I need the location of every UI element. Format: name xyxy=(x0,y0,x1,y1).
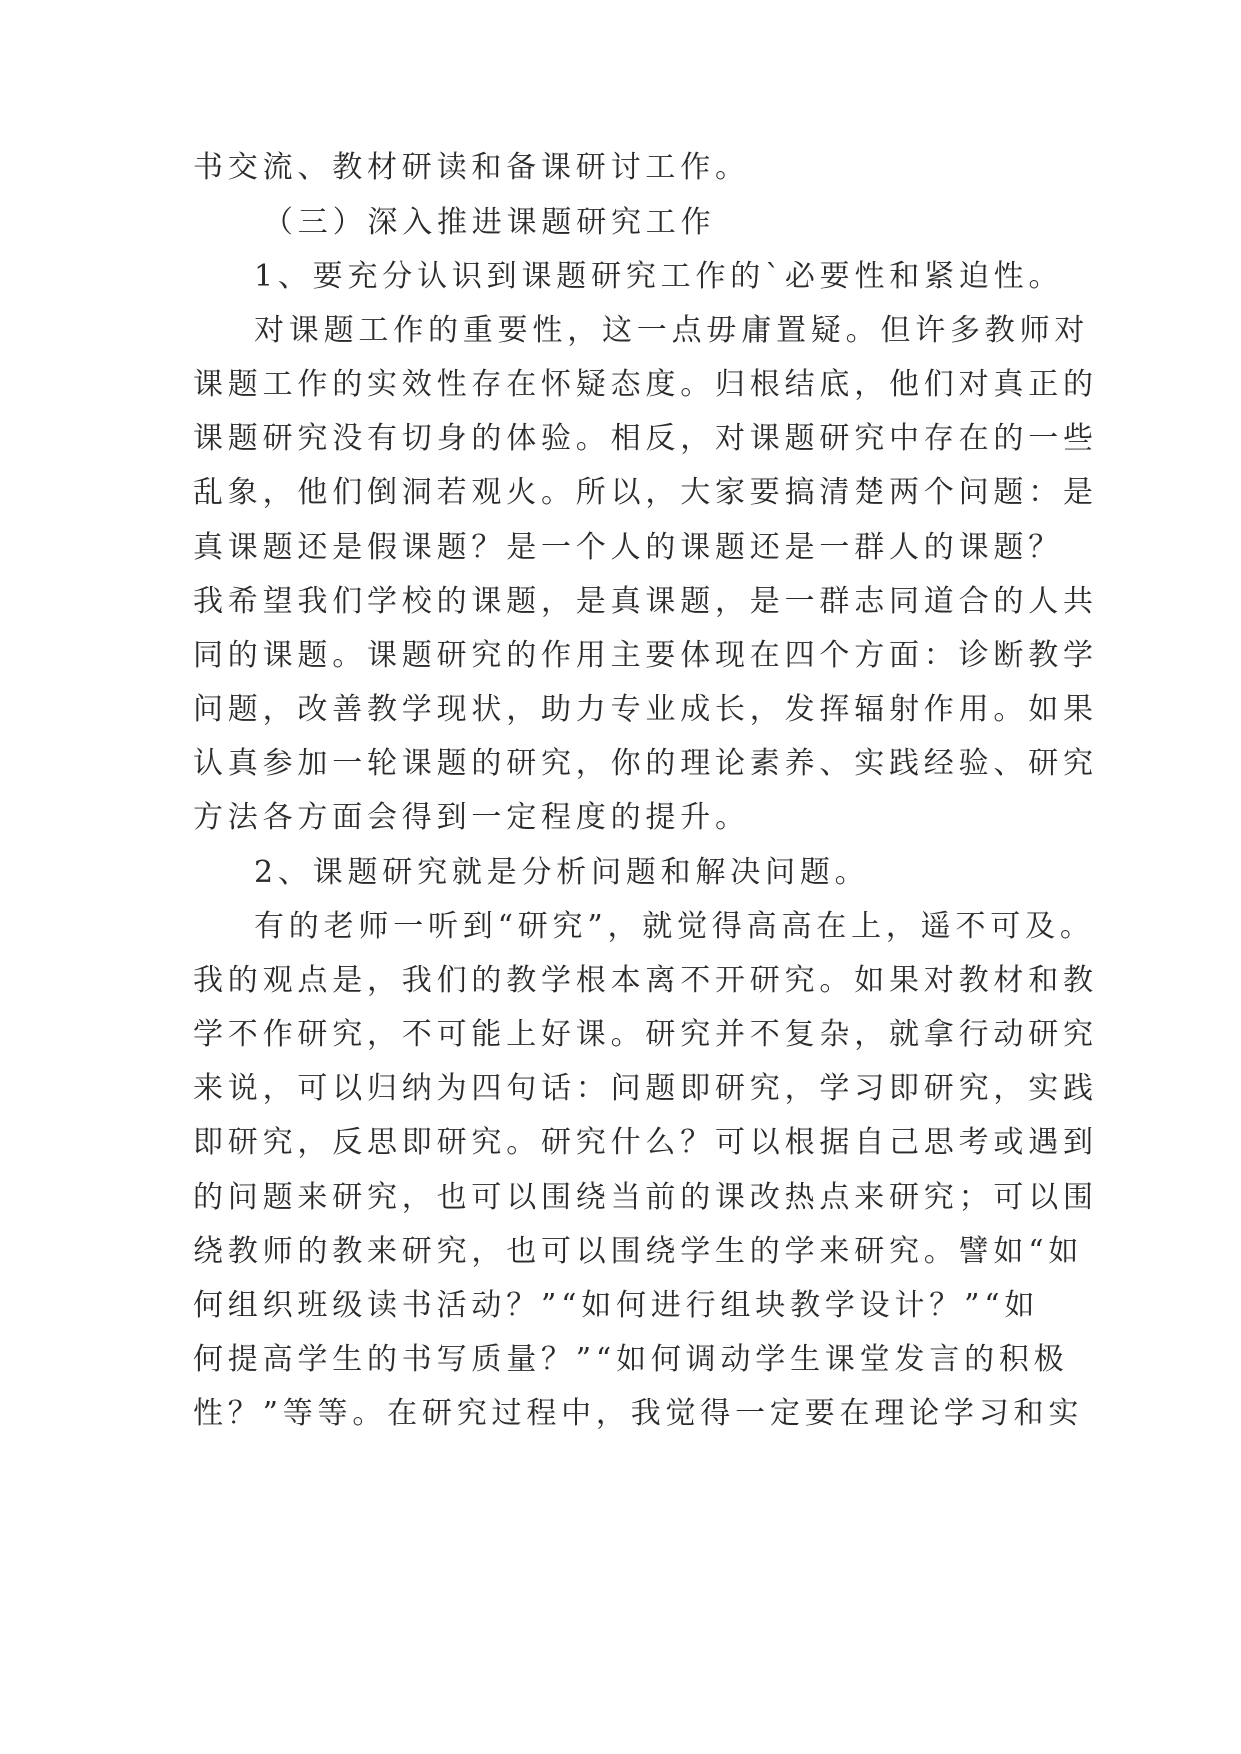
paragraph-line: 即研究，反思即研究。研究什么？可以根据自己思考或遇到 xyxy=(193,1125,1098,1160)
paragraph-line: 乱象，他们倒洞若观火。所以，大家要搞清楚两个问题：是 xyxy=(193,475,1098,510)
paragraph-line: 认真参加一轮课题的研究，你的理论素养、实践经验、研究 xyxy=(193,746,1098,781)
paragraph-line: 问题，改善教学现状，助力专业成长，发挥辐射作用。如果 xyxy=(193,692,1098,727)
paragraph-line: 书交流、教材研读和备课研讨工作。 xyxy=(193,150,750,185)
paragraph-line: 我希望我们学校的课题，是真课题，是一群志同道合的人共 xyxy=(193,584,1098,619)
paragraph-line: 课题工作的实效性存在怀疑态度。归根结底，他们对真正的 xyxy=(193,367,1098,402)
paragraph-line: 绕教师的教来研究，也可以围绕学生的学来研究。譬如“如 xyxy=(193,1234,1084,1269)
paragraph-line: 方法各方面会得到一定程度的提升。 xyxy=(193,800,750,835)
paragraph-line: 课题研究没有切身的体验。相反，对课题研究中存在的一些 xyxy=(193,421,1098,456)
paragraph-line: 真课题还是假课题？是一个人的课题还是一群人的课题？ xyxy=(193,530,1063,565)
paragraph-line: 学不作研究，不可能上好课。研究并不复杂，就拿行动研究 xyxy=(193,1017,1098,1052)
paragraph-line: 的问题来研究，也可以围绕当前的课改热点来研究；可以围 xyxy=(193,1180,1098,1215)
subsection-heading: 2、课题研究就是分析问题和解决问题。 xyxy=(254,855,870,890)
paragraph-line: 性？”等等。在研究过程中，我觉得一定要在理论学习和实 xyxy=(193,1396,1084,1431)
paragraph-line: 何组织班级读书活动？”“如何进行组块教学设计？”“如 xyxy=(193,1288,1040,1323)
section-heading: （三）深入推进课题研究工作 xyxy=(263,205,716,240)
paragraph-line: 何提高学生的书写质量？”“如何调动学生课堂发言的积极 xyxy=(193,1342,1069,1377)
paragraph-line: 同的课题。课题研究的作用主要体现在四个方面：诊断教学 xyxy=(193,638,1098,673)
paragraph-line: 我的观点是，我们的教学根本离不开研究。如果对教材和教 xyxy=(193,963,1098,998)
subsection-heading: 1、要充分认识到课题研究工作的`必要性和紧迫性。 xyxy=(254,259,1064,294)
paragraph-line: 有的老师一听到“研究”，就觉得高高在上，遥不可及。 xyxy=(254,909,1095,944)
paragraph-line: 来说，可以归纳为四句话：问题即研究，学习即研究，实践 xyxy=(193,1071,1098,1106)
paragraph-line: 对课题工作的重要性，这一点毋庸置疑。但许多教师对 xyxy=(254,313,1090,348)
